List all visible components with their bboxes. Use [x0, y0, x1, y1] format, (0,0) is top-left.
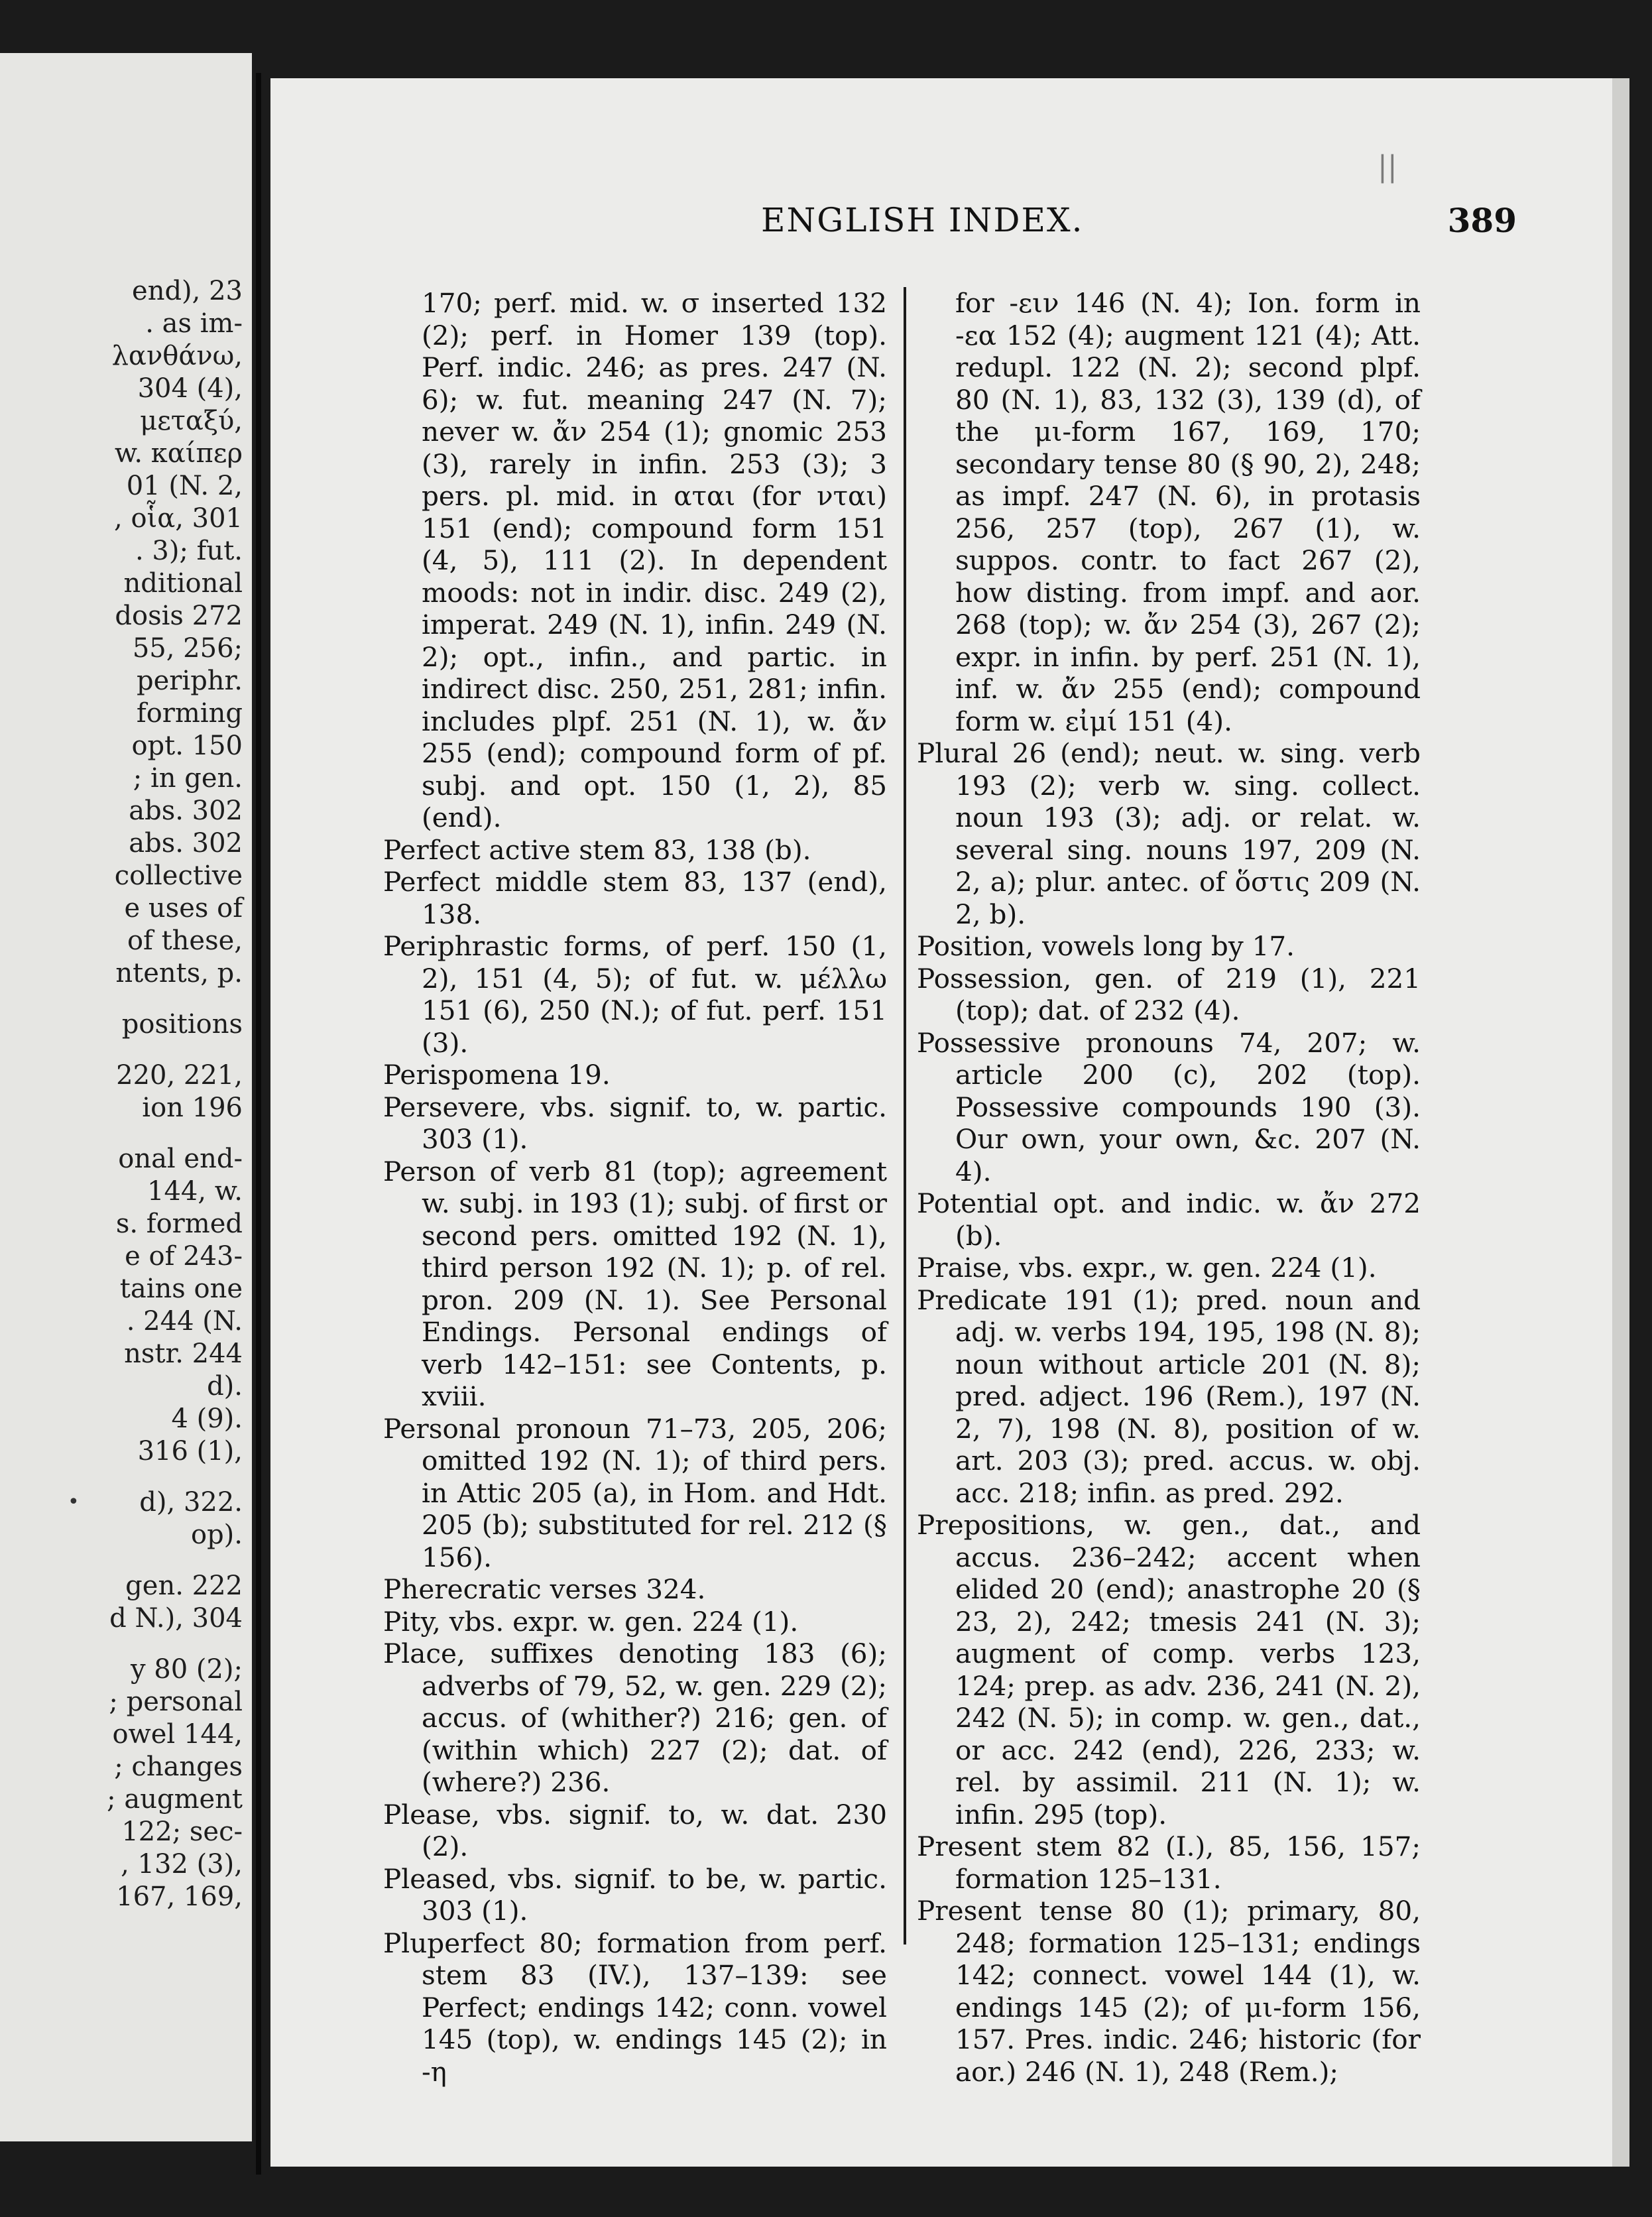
left-fragment-line: ; in gen. — [133, 763, 243, 794]
left-fragment-line: μεταξύ, — [140, 406, 243, 436]
left-fragment-line: op). — [190, 1520, 243, 1550]
left-fragment-line: d N.), 304 — [109, 1603, 243, 1634]
running-head: ENGLISH INDEX. — [761, 201, 1084, 239]
index-entry: Perfect middle stem 83, 137 (end), 138. — [383, 866, 887, 930]
index-entry: Person of verb 81 (top); agreement w. subj. in 193 (1); subj. of first or second pers. omitted 192 (N. 1), third person 192 (N. 1); p. of rel. pron. 209 (N. 1). See Personal Endings. Personal endings of verb 142–151: see Contents, p. xviii. — [383, 1155, 887, 1412]
index-entry: Present stem 82 (I.), 85, 156, 157; formation 125–131. — [917, 1830, 1421, 1895]
left-facing-page — [0, 53, 252, 2141]
index-entry: Present tense 80 (1); primary, 80, 248; formation 125–131; endings 142; connect. vowel 144 (1), w. endings 145 (2); of μι-form 156, 157. Pres. indic. 246; historic (for aor.) 246 (N. 1), 248 (Rem.); — [917, 1895, 1421, 2088]
left-fragment-line: positions — [121, 1009, 243, 1040]
column-divider — [904, 287, 906, 1945]
left-fragment-line: forming — [136, 698, 243, 729]
left-fragment-line: , 132 (3), — [121, 1849, 243, 1880]
index-entry: Place, suffixes denoting 183 (6); adverbs of 79, 52, w. gen. 229 (2); accus. of (whither?) 216; gen. of (within which) 227 (2); dat. of (where?) 236. — [383, 1638, 887, 1798]
left-fragment-line: s. formed — [115, 1209, 243, 1239]
index-entry: Plural 26 (end); neut. w. sing. verb 193 (2); verb w. sing. collect. noun 193 (3); adj. or relat. w. several sing. nouns 197, 209 (N. 2, a); plur. antec. of ὅστις 209 (N. 2, b). — [917, 737, 1421, 930]
left-fragment-line: . 3); fut. — [135, 536, 243, 566]
left-fragment-line: 01 (N. 2, — [126, 471, 243, 501]
index-entry: Pity, vbs. expr. w. gen. 224 (1). — [383, 1605, 799, 1638]
left-fragment-line — [4, 1124, 243, 1143]
left-fragment-line: . as im- — [145, 308, 243, 339]
index-entry: Persevere, vbs. signif. to, w. partic. 303 (1). — [383, 1091, 887, 1155]
left-fragment-line: ; personal — [109, 1687, 243, 1717]
stray-mark: || — [1378, 150, 1397, 184]
left-fragment-line: d). — [207, 1371, 243, 1402]
left-fragment-line: owel 144, — [112, 1719, 243, 1750]
left-fragment-line: 220, 221, — [116, 1060, 243, 1091]
left-fragment-line: collective — [114, 861, 243, 891]
left-fragment-line: onal end- — [118, 1144, 243, 1174]
index-entry: Possession, gen. of 219 (1), 221 (top); dat. of 232 (4). — [917, 962, 1421, 1026]
left-fragment-line: tains one — [119, 1274, 243, 1304]
index-entry: Pluperfect 80; formation from perf. stem 83 (IV.), 137–139: see Perfect; endings 142; conn. vowel 145 (top), w. endings 145 (2); in -η — [383, 1927, 887, 2088]
left-fragment-line: 304 (4), — [137, 373, 243, 404]
left-fragment-line: opt. 150 — [131, 731, 243, 761]
index-entry: Possessive pronouns 74, 207; w. article 200 (c), 202 (top). Possessive compounds 190 (3). Our own, your own, &c. 207 (N. 4). — [917, 1026, 1421, 1187]
left-fragment-line: ion 196 — [142, 1093, 243, 1123]
index-entry: Prepositions, w. gen., dat., and accus. 236–242; accent when elided 20 (end); anastrophe 20 (§ 23, 2), 242; tmesis 241 (N. 3); augment of comp. verbs 123, 124; prep. as adv. 236, 241 (N. 2), 242 (N. 5); in comp. w. gen., dat., or acc. 242 (end), 226, 233; w. rel. by assimil. 211 (N. 1); w. infin. 295 (top). — [917, 1509, 1421, 1830]
left-page-text-fragments — [4, 275, 243, 1913]
index-entry: Pherecratic verses 324. — [383, 1573, 706, 1605]
index-entry: Predicate 191 (1); pred. noun and adj. w. verbs 194, 195, 198 (N. 8); noun without article 201 (N. 8); pred. adject. 196 (Rem.), 197 (N. 2, 7), 198 (N. 8), position of w. art. 203 (3); pred. accus. w. obj. acc. 218; infin. as pred. 292. — [917, 1284, 1421, 1509]
left-fragment-line: ; changes — [114, 1752, 243, 1782]
index-entry: Periphrastic forms, of perf. 150 (1, 2), 151 (4, 5); of fut. w. μέλλω 151 (6), 250 (N.); of fut. perf. 151 (3). — [383, 930, 887, 1059]
left-fragment-line: end), 23 — [132, 276, 243, 306]
page-edge — [1612, 78, 1629, 2167]
index-entry: Personal pronoun 71–73, 205, 206; omitted 192 (N. 1); of third pers. in Attic 205 (a), in Hom. and Hdt. 205 (b); substituted for rel. 212 (§ 156). — [383, 1412, 887, 1573]
left-fragment-line: w. καίπερ — [114, 438, 243, 469]
left-fragment-line: 55, 256; — [132, 633, 243, 664]
left-fragment-line: 167, 169, — [116, 1882, 243, 1912]
page-number: 389 — [1447, 201, 1517, 240]
index-entry: Position, vowels long by 17. — [917, 930, 1295, 962]
index-entry: Perfect active stem 83, 138 (b). — [383, 833, 811, 866]
left-fragment-line: 316 (1), — [137, 1436, 243, 1467]
left-fragment-line — [4, 990, 243, 1008]
left-fragment-line — [4, 1635, 243, 1653]
left-fragment-line — [4, 1551, 243, 1570]
left-fragment-line: nditional — [123, 568, 243, 599]
index-entry: Praise, vbs. expr., w. gen. 224 (1). — [917, 1252, 1377, 1284]
index-entry: Potential opt. and indic. w. ἄν 272 (b). — [917, 1187, 1421, 1252]
index-column-right — [917, 287, 1421, 2088]
left-fragment-line: dosis 272 — [115, 601, 243, 631]
index-entry: Perispomena 19. — [383, 1059, 611, 1091]
index-entry: Please, vbs. signif. to, w. dat. 230 (2). — [383, 1798, 887, 1862]
left-fragment-line: λανθάνω, — [111, 341, 243, 371]
left-fragment-line: nstr. 244 — [124, 1339, 243, 1369]
left-fragment-line: ntents, p. — [115, 958, 243, 989]
margin-dot: • — [68, 1490, 80, 1514]
left-fragment-line: y 80 (2); — [130, 1654, 243, 1685]
right-page — [270, 78, 1629, 2167]
left-fragment-line: e uses of — [124, 893, 243, 924]
index-column-left — [383, 287, 887, 2088]
left-fragment-line: 4 (9). — [171, 1404, 243, 1434]
left-fragment-line: , οἷα, 301 — [114, 503, 243, 534]
left-fragment-line: 144, w. — [147, 1176, 243, 1207]
left-fragment-line: gen. 222 — [125, 1571, 243, 1601]
left-fragment-line: abs. 302 — [129, 796, 243, 826]
left-fragment-line: d), 322. — [139, 1487, 243, 1518]
left-fragment-line: . 244 (N. — [126, 1306, 243, 1337]
left-fragment-line — [4, 1041, 243, 1059]
index-entry: Pleased, vbs. signif. to be, w. partic. 303 (1). — [383, 1862, 887, 1927]
left-fragment-line: of these, — [127, 926, 243, 956]
left-fragment-line: abs. 302 — [129, 828, 243, 859]
left-fragment-line — [4, 1468, 243, 1486]
gutter-shadow — [256, 73, 261, 2175]
left-fragment-line: 122; sec- — [121, 1817, 243, 1847]
left-fragment-line: ; augment — [107, 1784, 243, 1815]
index-entry: 170; perf. mid. w. σ inserted 132 (2); perf. in Homer 139 (top). Perf. indic. 246; as pres. 247 (N. 6); w. fut. meaning 247 (N. 7); never w. ἄν 254 (1); gnomic 253 (3), rarely in infin. 253 (3); 3 pers. pl. mid. in αται (for νται) 151 (end); compound form 151 (4, 5), 111 (2). In dependent moods: not in indir. disc. 249 (2), imperat. 249 (N. 1), infin. 249 (N. 2); opt., infin., and partic. in indirect disc. 250, 251, 281; infin. includes plpf. 251 (N. 1), w. ἄν 255 (end); compound form of pf. subj. and opt. 150 (1, 2), 85 (end). — [422, 287, 887, 833]
index-entry: for -ειν 146 (N. 4); Ion. form in -εα 152 (4); augment 121 (4); Att. redupl. 122 (N. 2); second plpf. 80 (N. 1), 83, 132 (3), 139 (d), of the μι-form 167, 169, 170; secondary tense 80 (§ 90, 2), 248; as impf. 247 (N. 6), in protasis 256, 257 (top), 267 (1), w. suppos. contr. to fact 267 (2), how disting. from impf. and aor. 268 (top); w. ἄν 254 (3), 267 (2); expr. in infin. by perf. 251 (N. 1), inf. w. ἄν 255 (end); compound form w. εἰμί 151 (4). — [955, 287, 1421, 737]
left-fragment-line: e of 243- — [125, 1241, 243, 1272]
left-fragment-line: periphr. — [137, 666, 243, 696]
